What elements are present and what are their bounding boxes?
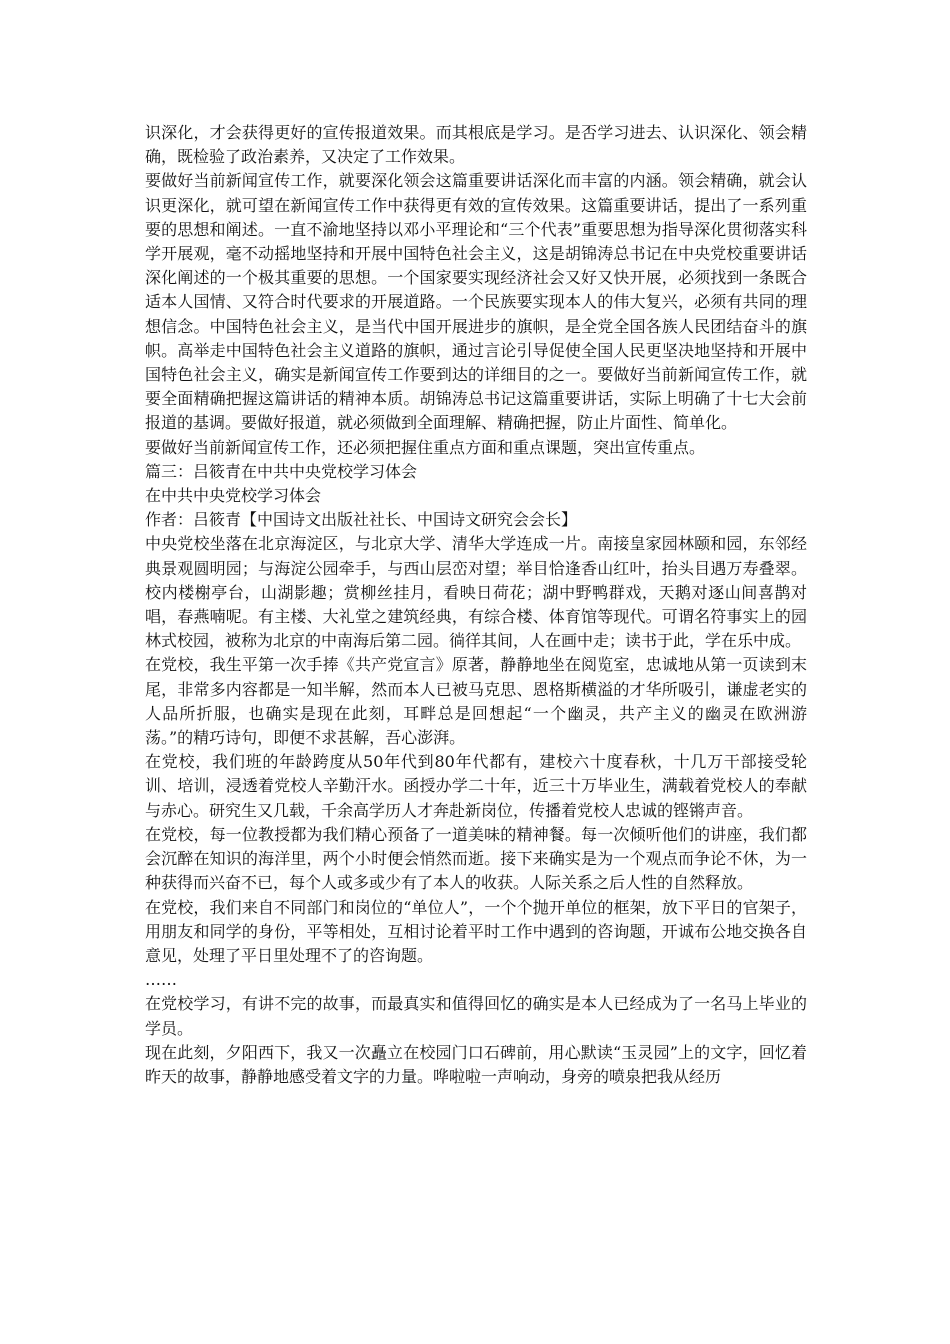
- paragraph-classmates: 在党校，我们班的年龄跨度从50年代到80年代都有，建校六十度春秋，十几万干部接受轮训、培训，浸透着党校人辛勤汗水。函授办学二十年，近三十万毕业生，满载着党校人的奉献与赤心。研究生又几载，千余高学历人才奔赴新岗位，传播着党校人忠诚的铿锵声音。: [145, 752, 807, 820]
- paragraph-sunset: 现在此刻，夕阳西下，我又一次矗立在校园门口石碑前，用心默读“玉灵园”上的文字，回忆着昨天的故事，静静地感受着文字的力量。哗啦啦一声响动，身旁的喷泉把我从经历: [145, 1042, 807, 1086]
- paragraph-manifesto: 在党校，我生平第一次手捧《共产党宣言》原著，静静地坐在阅览室，忠诚地从第一页读到末尾，非常多内容都是一知半解，然而本人已被马克思、恩格斯横溢的才华所吸引，谦虚老实的人品所折服，也确实是现在此刻，耳畔总是回想起“一个幽灵，共产主义的幽灵在欧洲游荡。”的精巧诗句，即便不求甚解，吾心澎湃。: [145, 655, 807, 748]
- paragraph-continuation: 识深化，才会获得更好的宣传报道效果。而其根底是学习。是否学习进去、认识深化、领会精确，既检验了政治素养，又决定了工作效果。: [145, 123, 807, 167]
- paragraph-ellipsis: ……: [145, 970, 177, 990]
- paragraph-professors: 在党校，每一位教授都为我们精心预备了一道美味的精神餐。每一次倾听他们的讲座，我们都会沉醉在知识的海洋里，两个小时便会悄然而逝。接下来确实是为一个观点而争论不休，为一种获得而兴奋不已，每个人或多或少有了本人的收获。人际关系之后人性的自然释放。: [145, 824, 807, 893]
- section-heading: 篇三：吕筱青在中共中央党校学习体会: [145, 461, 418, 481]
- paragraph-campus: 中央党校坐落在北京海淀区，与北京大学、清华大学连成一片。南接皇家园林颐和园，东邻经典景观圆明园；与海淀公园牵手，与西山层峦对望；举目恰逢香山红叶，抬头目遇万寿叠翠。校内楼榭亭台，山湖影趣；赏柳丝挂月，看映日荷花；湖中野鸭群戏，天鹅对逐山间喜鹊对唱，春燕喃呢。有主楼、大礼堂之建筑经典，有综合楼、体育馆等现代。可谓名符事实上的园林式校园，被称为北京的中南海后第二园。徜徉其间，人在画中走；读书于此，学在乐中成。: [145, 534, 807, 651]
- paragraph-graduation: 在党校学习，有讲不完的故事，而最真实和值得回忆的确实是本人已经成为了一名马上毕业的学员。: [145, 994, 807, 1038]
- article-title: 在中共中央党校学习体会: [145, 486, 322, 506]
- article-author: 作者：吕筱青【中国诗文出版社社长、中国诗文研究会会长】: [145, 510, 578, 530]
- paragraph-unit-people: 在党校，我们来自不同部门和岗位的“单位人”，一个个抛开单位的框架，放下平日的官架子，用朋友和同学的身份，平等相处，互相讨论着平时工作中遇到的咨询题，开诚布公地交换各自意见，处理了平日里处理不了的咨询题。: [145, 897, 807, 965]
- document-body: [145, 121, 807, 1089]
- paragraph-deepen-understanding: 要做好当前新闻宣传工作，就要深化领会这篇重要讲话深化而丰富的内涵。领会精确，就会认识更深化，就可望在新闻宣传工作中获得更有效的宣传效果。这篇重要讲话，提出了一系列重要的思想和阐述。一直不渝地坚持以邓小平理论和“三个代表”重要思想为指导深化贯彻落实科学开展观，毫不动摇地坚持和开展中国特色社会主义，这是胡锦涛总书记在中央党校重要讲话深化阐述的一个极其重要的思想。一个国家要实现经济社会又好又快开展，必须找到一条既合适本人国情、又符合时代要求的开展道路。一个民族要实现本人的伟大复兴，必须有共同的理想信念。中国特色社会主义，是当代中国开展进步的旗帜，是全党全国各族人民团结奋斗的旗帜。高举走中国特色社会主义道路的旗帜，通过言论引导促使全国人民更坚决地坚持和开展中国特色社会主义，确实是新闻宣传工作要到达的详细目的之一。要做好当前新闻宣传工作，就要全面精确把握这篇讲话的精神本质。胡锦涛总书记这篇重要讲话，实际上明确了十七大会前报道的基调。要做好报道，就必须做到全面理解、精确把握，防止片面性、简单化。: [145, 171, 807, 433]
- paragraph-key-focus: 要做好当前新闻宣传工作，还必须把握住重点方面和重点课题，突出宣传重点。: [145, 437, 706, 457]
